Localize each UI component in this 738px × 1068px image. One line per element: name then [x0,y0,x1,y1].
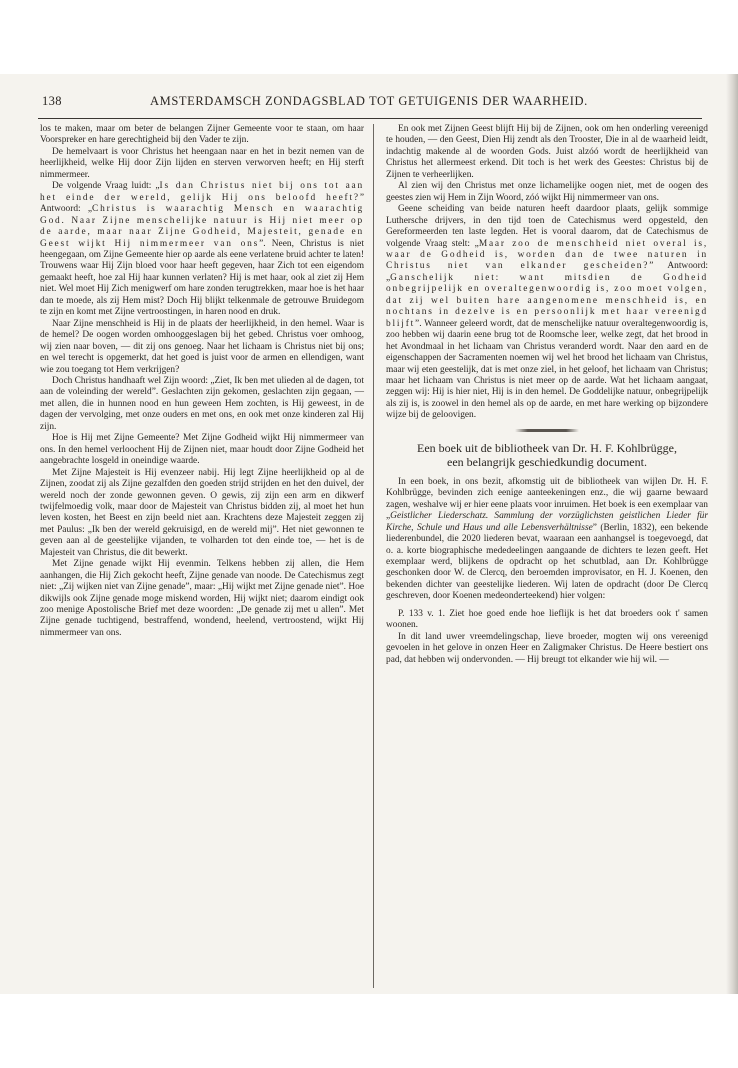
right-column [386,124,708,666]
paragraph: Al zien wij den Christus met onze lichamelijke oogen niet, met de oogen des geestes zien wij Hem in Zijn Woord, zóó wijkt Hij nimmermeer van ons. [386,181,708,203]
section-title-line: een belangrijk geschiedkundig document. [447,454,647,469]
paragraph: Naar Zijne menschheid is Hij in de plaats der heerlijkheid, in den hemel. Waar is de hemel? De oogen worden omhooggeslagen bij het gebed. Christus voer omhoog, wij zien naar boven, — dit zij ons genoeg. Naar het lichaam is Christus niet bij ons; en wel terecht is opgemerkt, dat het goed is juist voor de armen en ellendigen, want wie zou toegang tot Hem verkrijgen? [40,318,364,375]
catechism-answer: Ganschelijk niet: want mitsdien de Godheid onbegrijpelijk en overaltegenwoordig is, zoo moet volgen, dat zij wel buiten hare aangenomene menschheid is, en nochtans in dezelve is en persoonlijk met haar vereenigd blijft [386,272,708,329]
paragraph: De hemelvaart is voor Christus het heengaan naar en het in bezit nemen van de heerlijkheid, welke Hij door Zijn lijden en sterven verworven heeft; en Hij sterft nimmermeer. [40,146,364,180]
paragraph: los te maken, maar om beter de belangen Zijner Gemeente voor te staan, om haar Voorspreker en hare gerechtigheid bij den Vader te zijn. [40,124,364,146]
paragraph: In dit land uwer vreemdelingschap, lieve broeder, mogten wij ons vereenigd gevoelen in het gelove in onzen Heer en Zaligmaker Christus. De Heere bestiert ons pad, dat hebben wij ondervonden. — Hij breugt tot elkander wie hij wil. — [386,631,708,665]
paragraph [40,181,364,318]
paragraph [386,204,708,422]
paragraph: P. 133 v. 1. Ziet hoe goed ende hoe lieflijk is het dat broeders ook t' samen woonen. [386,608,708,631]
catechism-answer: Christus is waarachtig Mensch en waarachtig God. Naar Zijne menschelijke natuur is Hij niet meer op de aarde, maar naar Zijne Godheid, Majesteit, genade en Geest wijkt Hij nimmermeer van ons [40,204,364,249]
text-run: ”. Wanneer geleerd wordt, dat de menschelijke natuur overaltegenwoordig is, zoo hebben wij daarin eene brug tot de Roomsche leer, welke zegt, dat het brood in het Avondmaal in het lichaam van Christus veranderd wordt. Naar den aard en de eigenschappen der Sacramenten noemen wij wel het brood het lichaam van Christus, maar wij eten geestelijk, dat is met onze ziel, in het geloof, het lichaam van Christus; maar het lichaam van Christus is niet meer op de aarde. Wat het lichaam aangaat, zeggen wij: Hij is hier niet, Hij is in den hemel. De Goddelijke natuur, onbegrijpelijk als zij is, is zoowel in den hemel als op de aarde, en met hare werking op bijzondere wijze bij de geloovigen. [386,318,708,421]
header-rule [38,118,702,119]
ornamental-divider [515,429,579,432]
section-title-line: Een boek uit de bibliotheek van Dr. H. F. Kohlbrügge, [417,440,677,455]
paragraph: Met Zijne genade wijkt Hij evenmin. Telkens hebben zij allen, die Hem aanhangen, die Hij Zich gekocht heeft, Zijne genade van noode. De Catechismus zegt niet: „Zij wijken niet van Zijne genade”, maar: „Hij wijkt met Zijne genade niet”. Hoe dikwijls ook Zijne genade moge miskend worden, Hij wijkt niet; daarom eindigt ook zoo menige Apostolische Brief met deze woorden: „De genade zij met u allen”. Met Zijne genade tuchtigend, bestraffend, wondend, heelend, vertroostend, wijkt Hij nimmermeer van ons. [40,559,364,638]
column-divider [373,124,374,988]
paragraph: Doch Christus handhaaft wel Zijn woord: „Ziet, Ik ben met ulieden al de dagen, tot aan de voleinding der wereld”. Geslachten zijn gekomen, geslachten zijn gegaan, — met allen, die in hunnen nood en hun geween Hem zochten, is Hij geweest, in de dagen der vervolging, met onze ouders en met ons, en ook met onze kinderen zal Hij zijn. [40,375,364,432]
section-title [386,441,708,469]
page-edge-shadow [726,74,738,994]
running-title: AMSTERDAMSCH ZONDAGSBLAD TOT GETUIGENIS DER WAARHEID. [150,94,588,108]
text-run: In een boek, in ons bezit, afkomstig uit de bibliotheek van wijlen Dr. H. F. Kohlbrügge, bevinden zich eenige aanteekeningen enz., die wij gaarne bewaard zagen, weshalve wij er hier eene plaats voor inruimen. Het boek is een exemplaar van „ [386,476,708,522]
left-column [40,124,364,639]
scanned-page [0,74,738,994]
paragraph [386,477,708,603]
page-number: 138 [42,94,62,108]
text-run: Geene scheiding van beide naturen heeft daardoor plaats, gelijk sommige Luthersche drijvers, in den tijd toen de Catechismus werd opgesteld, den Gereformeerden ten laste legden. Het is vooral daarom, dat de Catechismus de volgende Vraag stelt: „ [386,204,708,249]
text-run: ” Antwoord: „ [386,261,708,283]
page-header [26,94,712,112]
paragraph: Hoe is Hij met Zijne Gemeente? Met Zijne Godheid wijkt Hij nimmermeer van ons. In den hemel verloochent Hij de Zijnen niet, maar houdt door Zijne Godheid het aangebrachte losgeld in oneindige waarde. [40,433,364,467]
paragraph: En ook met Zijnen Geest blijft Hij bij de Zijnen, ook om hen onderling vereenigd te houden, — den Geest, Dien Hij zendt als den Trooster, Die in al de waarheid leidt, indachtig makende al de woorden Gods. Juist alzóó wordt de heerlijkheid van Christus het allermeest erkend. Dit toch is het werk des Geestes: Christus bij de Zijnen te verheerlijken. [386,124,708,180]
catechism-question: Maar zoo de menschheid niet overal is, waar de Godheid is, worden dan de twee naturen in Christus niet van elkander gescheiden? [386,238,709,272]
catechism-question: Is dan Christus niet bij ons tot aan het einde der wereld, gelijk Hij ons beloofd heeft? [40,181,365,203]
text-run: ” (Berlin, 1832), een bekende liederenbundel, die 2020 liederen bevat, waaraan een aanhangsel is toegevoegd, dat o. a. korte biographische mededeelingen aangaande de dichters te lezen geeft. Het exemplaar werd, blijkens de opdracht op het schutblad, aan Dr. Kohlbrügge geschonken door W. de Clercq, den beroemden improvisator, en H. J. Koenen, den bekenden dichter van geestelijke liederen. Wij laten de opdracht (door De Clercq geschreven, door Koenen medeonderteekend) hier volgen: [386,522,708,602]
text-run: ” Antwoord: „ [40,192,364,215]
paragraph: Met Zijne Majesteit is Hij evenzeer nabij. Hij legt Zijne heerlijkheid op al de Zijnen, zoodat zij als Zijne gezalfden den goeden strijd strijden en het den duivel, der wereld noch der zonde gewonnen geven. O gewis, zij zijn een arm en dikwerf twijfelmoedig volk, maar door de Majesteit van Christus bidden zij, al moet het hun leven kosten, het Beest en zijn beeld niet aan. Krachtens deze Majesteit zeggen zij met Paulus: „Ik ben der wereld gekruisigd, en de wereld mij”. Het niet gewonnen te geven aan al de geestelijke vijanden, te volharden tot den einde toe, — het is de Majesteit van Christus, die dit bewerkt. [40,467,364,558]
book-title: Geistlicher Liederschatz. Sammlung der vorzüglichsten geistlichen Lieder für Kirche, Schule und Haus und alle Lebensverhältnisse [386,511,708,533]
text-run: ”. Neen, Christus is niet heengegaan, om Zijne Gemeente hier op aarde als eene verlatene bruid achter te laten! Trouwens waar Hij Zijn bloed voor haar heeft gegeven, haar Zich tot een eigendom gemaakt heeft, hoe zal Hij haar kunnen verlaten? Hij is met haar, ook al ziet zij Hem niet. Wel moet Hij Zich menigwerf om hare zonden terugtrekken, maar hoe is het haar dan te moede, als zij Hem mist? Doch Hij blijkt telkenmale de getrouwe Bruidegom te zijn en komt met Zijne vertroostingen, in haren nood en druk. [40,238,364,318]
text-run: De volgende Vraag luidt: „ [52,181,160,192]
